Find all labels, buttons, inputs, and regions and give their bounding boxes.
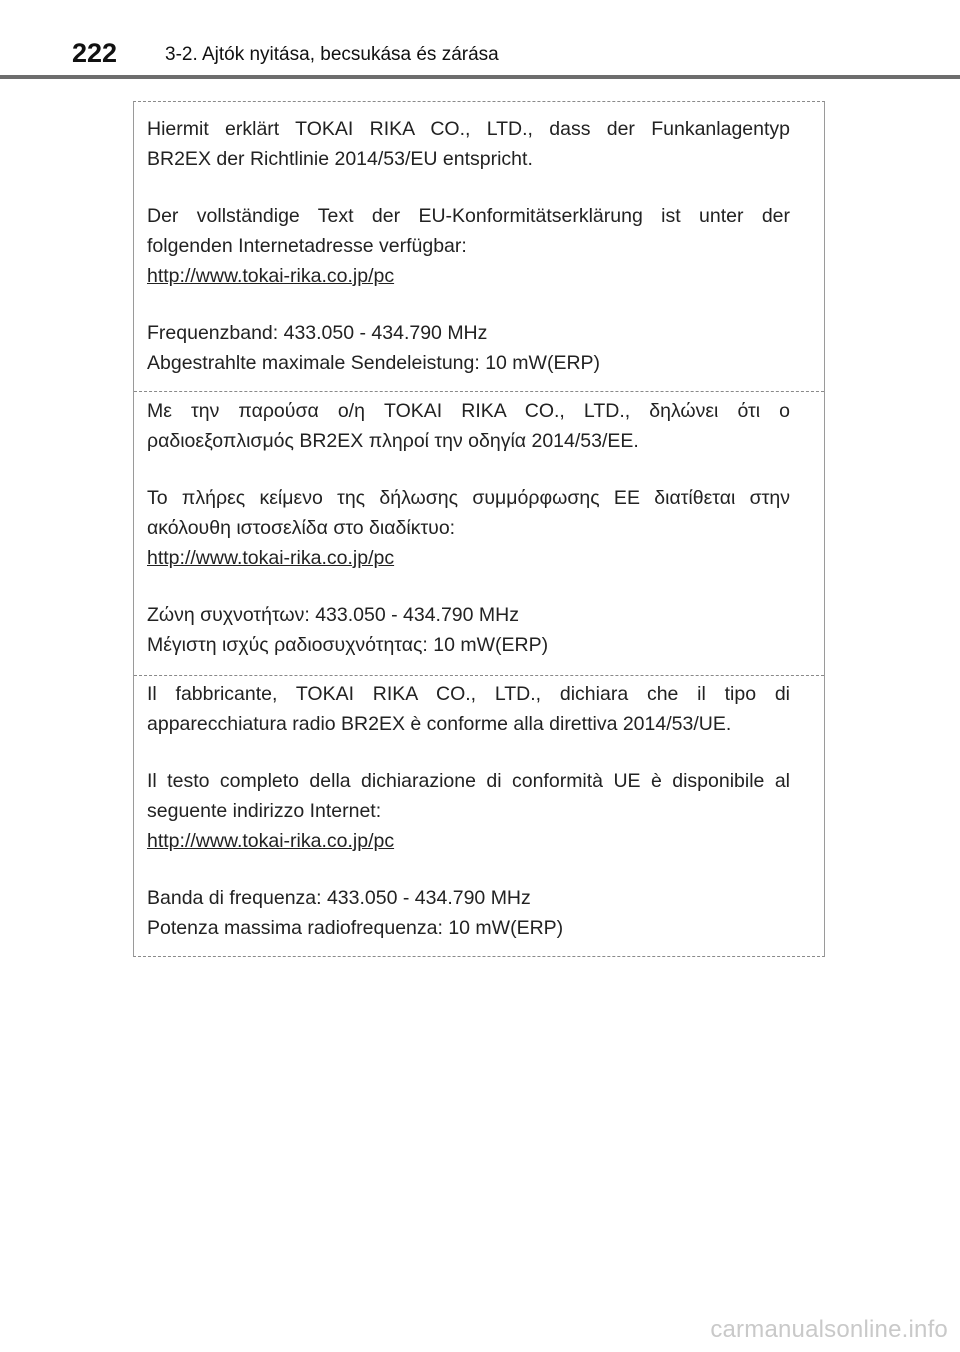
de-line-2: BR2EX der Richtlinie 2014/53/EU entspricht. xyxy=(147,148,533,170)
declaration-greek xyxy=(134,396,824,660)
de-frequency: Frequenzband: 433.050 - 434.790 MHz xyxy=(147,322,488,344)
page-header xyxy=(0,0,960,80)
it-line-4: seguente indirizzo Internet: xyxy=(147,800,382,822)
de-line-4: folgenden Internetadresse verfügbar: xyxy=(147,235,467,257)
declaration-german xyxy=(134,114,824,378)
it-frequency: Banda di frequenza: 433.050 - 434.790 MHz xyxy=(147,887,531,909)
it-url-link[interactable]: http://www.tokai-rika.co.jp/pc xyxy=(147,830,395,852)
declaration-italian xyxy=(134,679,824,943)
header-rule xyxy=(0,75,960,79)
section-title: 3-2. Ajtók nyitása, becsukása és zárása xyxy=(165,44,499,65)
el-line-1: Με την παρούσα ο/η TOKAI RIKA CO., LTD., δηλώνει ότι ο xyxy=(147,400,790,422)
el-power: Μέγιστη ισχύς ραδιοσυχνότητας: 10 mW(ERP) xyxy=(147,634,549,656)
it-power: Potenza massima radiofrequenza: 10 mW(ERP) xyxy=(147,917,564,939)
de-power: Abgestrahlte maximale Sendeleistung: 10 mW(ERP) xyxy=(147,352,601,374)
declaration-box xyxy=(133,101,825,957)
el-line-2: ραδιοεξοπλισμός BR2EX πληροί την οδηγία 2014/53/ΕΕ. xyxy=(147,430,639,452)
it-line-3: Il testo completo della dichiarazione di conformità UE è disponibile al xyxy=(147,770,790,792)
el-line-3: Το πλήρες κείμενο της δήλωσης συμμόρφωσης ΕΕ διατίθεται στην xyxy=(147,487,790,509)
el-line-4: ακόλουθη ιστοσελίδα στο διαδίκτυο: xyxy=(147,517,456,539)
el-url-link[interactable]: http://www.tokai-rika.co.jp/pc xyxy=(147,547,395,569)
de-line-1: Hiermit erklärt TOKAI RIKA CO., LTD., dass der Funkanlagentyp xyxy=(147,118,790,140)
it-line-1: Il fabbricante, TOKAI RIKA CO., LTD., dichiara che il tipo di xyxy=(147,683,790,705)
it-line-2: apparecchiatura radio BR2EX è conforme alla direttiva 2014/53/UE. xyxy=(147,713,732,735)
page-number: 222 xyxy=(72,38,118,68)
de-url-link[interactable]: http://www.tokai-rika.co.jp/pc xyxy=(147,265,395,287)
el-frequency: Ζώνη συχνοτήτων: 433.050 - 434.790 MHz xyxy=(147,604,519,626)
section-divider xyxy=(134,391,824,392)
section-divider xyxy=(134,675,824,676)
de-line-3: Der vollständige Text der EU-Konformitätserklärung ist unter der xyxy=(147,205,790,227)
watermark: carmanualsonline.info xyxy=(710,1316,948,1343)
